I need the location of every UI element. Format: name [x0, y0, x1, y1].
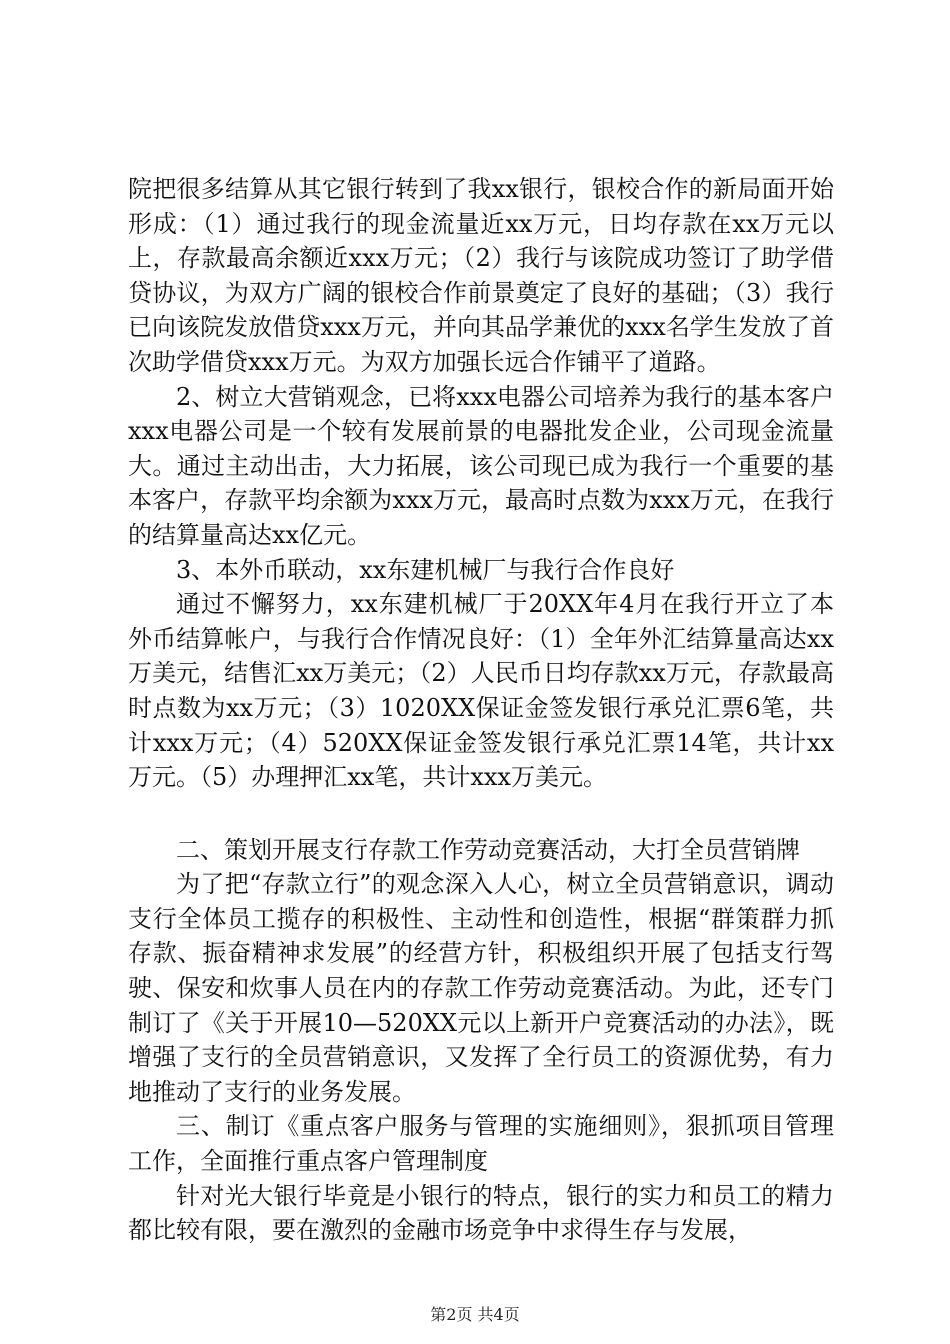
section-heading-2: 二、策划开展支行存款工作劳动竞赛活动，大打全员营销牌 — [176, 835, 800, 864]
paragraph-section-3-body: 针对光大银行毕竟是小银行的特点，银行的实力和员工的精力都比较有限，要在激烈的金融市场竞争中求得生存与发展， — [128, 1181, 834, 1245]
page-number-footer: 第2页 共4页 — [430, 1305, 520, 1324]
paragraph-item-3-heading: 3、本外币联动，xx东建机械厂与我行合作良好 — [176, 555, 675, 584]
paragraph-item-3-body: 通过不懈努力，xx东建机械厂于20XX年4月在我行开立了本外币结算帐户，与我行合作情况良好：（1）全年外汇结算量高达xx万美元，结售汇xx万美元；（2）人民币日均存款xx万元，存款最高时点数为xx万元；（3）1020XX保证金签发银行承兑汇票6笔，共计xxx万元；（4）520XX保证金签发银行承兑汇票14笔，共计xx万元。（5）办理押汇xx笔，共计xxx万美元。 — [128, 590, 834, 792]
paragraph-spacer — [128, 795, 834, 833]
section-heading-3: 三、制订《重点客户服务与管理的实施细则》，狠抓项目管理工作，全面推行重点客户管理制度 — [128, 1112, 834, 1176]
paragraph-item-2: 2、树立大营销观念，已将xxx电器公司培养为我行的基本客户xxx电器公司是一个较有发展前景的电器批发企业，公司现金流量大。通过主动出击，大力拓展，该公司现已成为我行一个重要的基本客户，存款平均余额为xxx万元，最高时点数为xxx万元，在我行的结算量高达xx亿元。 — [128, 382, 834, 549]
paragraph-section-2-body: 为了把“存款立行”的观念深入人心，树立全员营销意识，调动支行全体员工揽存的积极性、主动性和创造性，根据“群策群力抓存款、振奋精神求发展”的经营方针，积极组织开展了包括支行驾驶、保安和炊事人员在内的存款工作劳动竞赛活动。为此，还专门制订了《关于开展10—520XX元以上新开户竞赛活动的办法》，既增强了支行的全员营销意识，又发挥了全行员工的资源优势，有力地推动了支行的业务发展。 — [128, 870, 834, 1106]
paragraph-continuation: 院把很多结算从其它银行转到了我xx银行，银校合作的新局面开始形成：（1）通过我行的现金流量近xx万元，日均存款在xx万元以上，存款最高余额近xxx万元；（2）我行与该院成功签订了助学借贷协议，为双方广阔的银校合作前景奠定了良好的基础；（3）我行已向该院发放借贷xxx万元，并向其品学兼优的xxx名学生发放了首次助学借贷xxx万元。为双方加强长远合作铺平了道路。 — [128, 175, 834, 376]
document-body — [128, 172, 834, 1248]
